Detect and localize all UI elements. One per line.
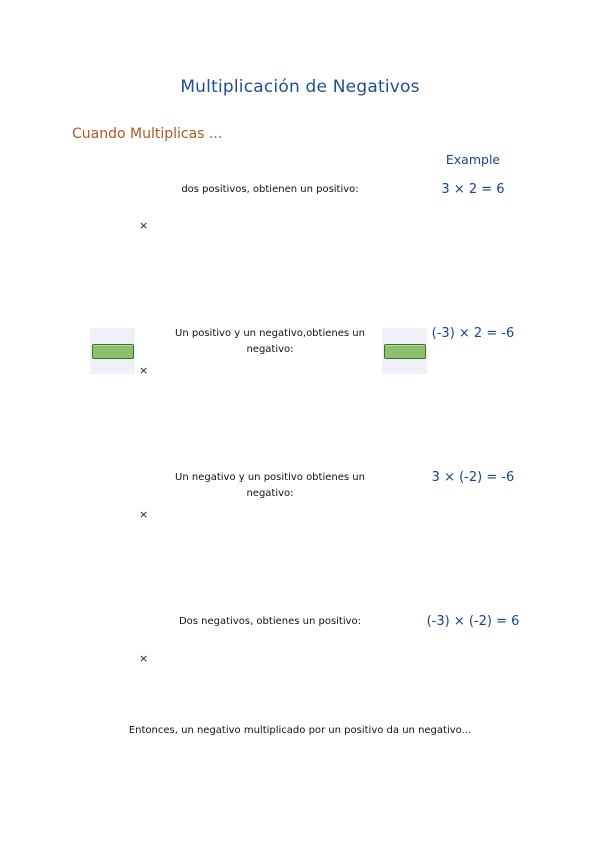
multiply-symbol: × (139, 508, 149, 521)
example-positive-negative: (-3) × 2 = -6 (431, 326, 515, 341)
section-subtitle: Cuando Multiplicas ... (72, 126, 223, 142)
rule-text-positive-positive: dos positivos, obtienen un positivo: (181, 184, 359, 195)
left-toggle-button[interactable] (92, 344, 134, 359)
example-column-header: Example (445, 152, 501, 167)
left-button-container (90, 328, 135, 374)
conclusion-text: Entonces, un negativo multiplicado por un positivo da un negativo... (128, 725, 472, 736)
multiply-symbol: × (139, 652, 149, 665)
example-positive-positive: 3 × 2 = 6 (441, 182, 505, 197)
example-negative-negative: (-3) × (-2) = 6 (426, 614, 520, 629)
page-title: Multiplicación de Negativos (180, 77, 420, 97)
multiply-symbol: × (139, 364, 149, 377)
right-toggle-button[interactable] (384, 344, 426, 359)
example-negative-positive: 3 × (-2) = -6 (431, 470, 515, 485)
rule-text-negative-negative: Dos negativos, obtienes un positivo: (178, 616, 362, 627)
rule-text-positive-negative: Un positivo y un negativo,obtienes un negativo: (175, 328, 365, 355)
multiply-symbol: × (139, 219, 149, 232)
rule-text-negative-positive: Un negativo y un positivo obtienes un negativo: (175, 472, 365, 499)
